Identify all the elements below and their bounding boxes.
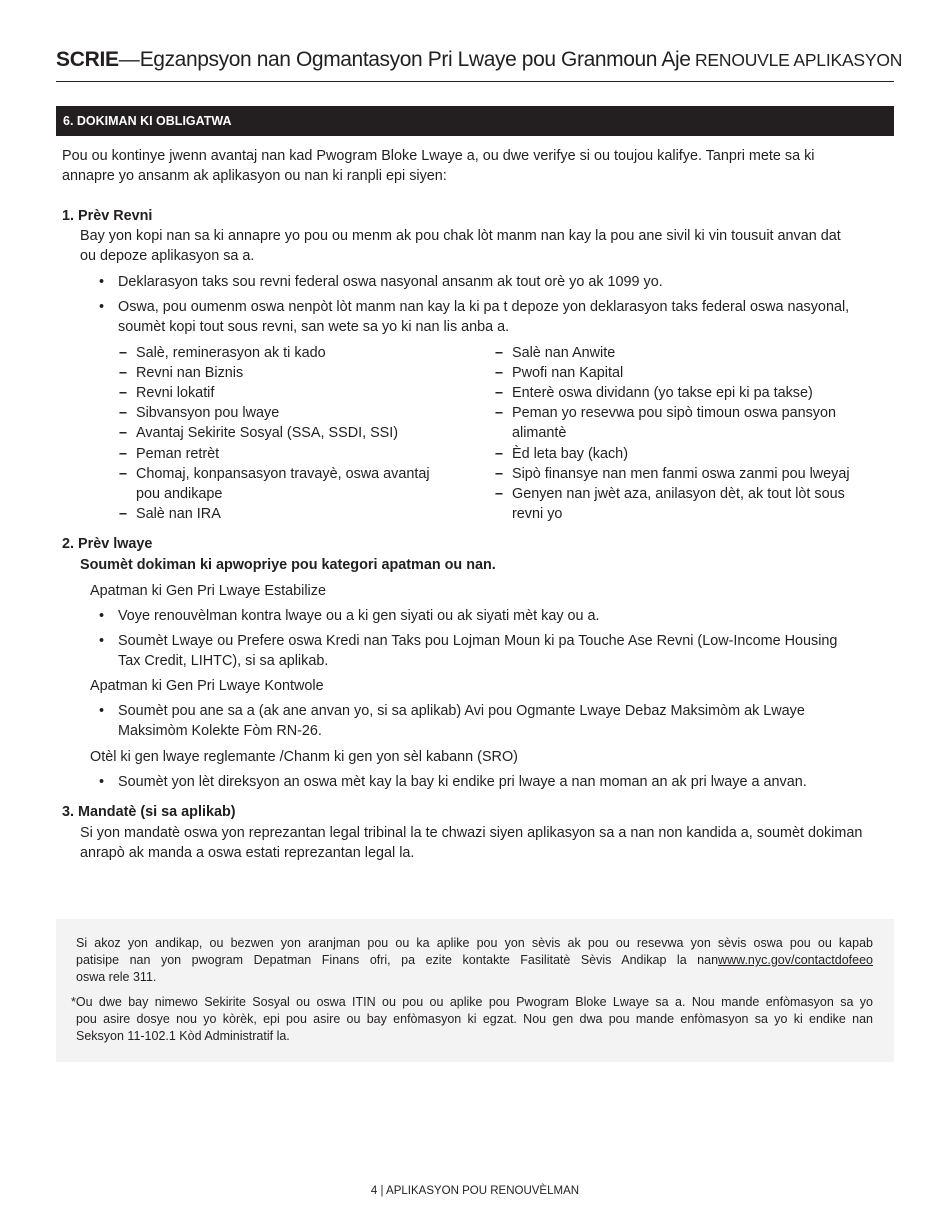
income-bullet-no-return: • Oswa, pou oumenm oswa nenpòt lòt manm nan kay la ki pa t depoze yon deklarasyon taks federal oswa nasyonal, bbox=[118, 297, 849, 317]
income-source-item: – Chomaj, konpansasyon travayè, oswa avantaj bbox=[136, 464, 430, 484]
sro-bullet-letter: • Soumèt yon lèt direksyon an oswa mèt kay la bay ki endike pri lwaye a nan moman an ak pri lwaye a anvan. bbox=[118, 772, 807, 792]
income-source-item: – Revni lokatif bbox=[136, 383, 214, 403]
income-source-item: – Sibvansyon pou lwaye bbox=[136, 403, 279, 423]
intro-line-2: annapre yo ansanm ak aplikasyon ou nan ki ranpli epi siyen: bbox=[62, 168, 447, 184]
stabilized-bullet-lihtc: • Soumèt Lwaye ou Prefere oswa Kredi nan Taks pou Lojman Moun ki pa Touche Ase Revni (Low-Income Housing bbox=[118, 631, 837, 651]
income-desc-line-2: ou depoze aplikasyon sa a. bbox=[80, 248, 255, 264]
page-footer: 4 | APLIKASYON POU RENOUVÈLMAN bbox=[370, 1185, 580, 1197]
notes-box bbox=[56, 919, 894, 1062]
accessibility-note bbox=[76, 935, 873, 986]
mandate-desc-line-2: anrapò ak manda a oswa estati reprezantan legal la. bbox=[80, 845, 415, 861]
income-source-item-continued: alimantè bbox=[512, 425, 567, 441]
controlled-bullet-rn26-line-2: Maksimòm Kolekte Fòm RN-26. bbox=[118, 723, 322, 739]
income-bullet-no-return-line-2: soumèt kopi tout sous revni, san wete sa yo ki nan lis anba a. bbox=[118, 319, 510, 335]
program-acronym: SCRIE bbox=[56, 48, 119, 71]
income-source-item: – Enterè oswa dividann (yo takse epi ki pa takse) bbox=[512, 383, 813, 403]
accessibility-note-line-1: Si akoz yon andikap, ou bezwen yon aranjman pou ou ka aplike pou yon sèvis ak pou ou resevwa yon sèvis oswa pou ou kapab bbox=[76, 936, 873, 950]
intro-line-1: Pou ou kontinye jwenn avantaj nan kad Pwogram Bloke Lwaye a, ou dwe verifye si ou toujou kalifye. Tanpri mete sa ki bbox=[62, 148, 815, 164]
income-source-item: – Avantaj Sekirite Sosyal (SSA, SSDI, SSI) bbox=[136, 423, 398, 443]
controlled-bullet-rn26: • Soumèt pou ane sa a (ak ane anvan yo, si sa aplikab) Avi pou Ogmante Lwaye Debaz Maksimòm ak Lwaye bbox=[118, 701, 805, 721]
controlled-title: Apatman ki Gen Pri Lwaye Kontwole bbox=[90, 678, 324, 694]
mandate-heading: 3. Mandatè (si sa aplikab) bbox=[62, 804, 236, 820]
ssn-note-line-1: *Ou dwe bay nimewo Sekirite Sosyal ou oswa ITIN ou pou ou aplike pou Pwogram Bloke Lwaye sa a. Nou mande enfòmasyon sa yo bbox=[71, 995, 873, 1009]
income-source-item: – Genyen nan jwèt aza, anilasyon dèt, ak tout lòt sous bbox=[512, 484, 845, 504]
accessibility-note-line-2 bbox=[76, 952, 873, 969]
sro-title: Otèl ki gen lwaye reglemante /Chanm ki gen yon sèl kabann (SRO) bbox=[90, 749, 518, 765]
accessibility-note-line-2-text: patisipe nan yon pwogram Depatman Finans ofri, pa ezite kontakte Fasilitatè Sèvis Andikap la nan bbox=[76, 953, 719, 967]
income-source-item-continued: revni yo bbox=[512, 506, 563, 522]
accessibility-note-line-3: oswa rele 311. bbox=[76, 970, 157, 984]
stabilized-bullet-lihtc-line-2: Tax Credit, LIHTC), si sa aplikab. bbox=[118, 653, 329, 669]
ssn-note bbox=[71, 994, 873, 1045]
contact-link[interactable]: www.nyc.gov/contactdofeeo bbox=[718, 953, 873, 967]
page-header bbox=[56, 48, 903, 82]
income-source-item: – Èd leta bay (kach) bbox=[512, 444, 628, 464]
page-subtitle: RENOUVLE APLIKASYON bbox=[694, 50, 903, 70]
rent-heading: 2. Prèv lwaye bbox=[62, 536, 153, 552]
income-source-item: – Salè, reminerasyon ak ti kado bbox=[136, 343, 326, 363]
income-bullet-tax-return: • Deklarasyon taks sou revni federal oswa nasyonal ansanm ak tout orè yo ak 1099 yo. bbox=[118, 272, 663, 292]
stabilized-bullet-lease: • Voye renouvèlman kontra lwaye ou a ki gen siyati ou ak siyati mèt kay ou a. bbox=[118, 606, 600, 626]
income-source-item: – Peman retrèt bbox=[136, 444, 219, 464]
income-desc-line-1: Bay yon kopi nan sa ki annapre yo pou ou menm ak pou chak lòt manm nan kay la pou ane sivil ki vin tousuit anvan dat bbox=[80, 228, 841, 244]
ssn-note-line-3: Seksyon 11-102.1 Kòd Administratif la. bbox=[76, 1029, 290, 1043]
rent-subheading: Soumèt dokiman ki apwopriye pou kategori apatman ou nan. bbox=[80, 557, 496, 573]
income-source-item: – Pwofi nan Kapital bbox=[512, 363, 623, 383]
income-source-item: – Revni nan Biznis bbox=[136, 363, 243, 383]
page-title: Egzanpsyon nan Ogmantasyon Pri Lwaye pou Granmoun Aje bbox=[139, 48, 691, 71]
section-title-bar: 6. DOKIMAN KI OBLIGATWA bbox=[56, 106, 894, 136]
stabilized-title: Apatman ki Gen Pri Lwaye Estabilize bbox=[90, 583, 326, 599]
title-dash: — bbox=[118, 48, 140, 71]
mandate-desc-line-1: Si yon mandatè oswa yon reprezantan legal tribinal la te chwazi siyen aplikasyon sa a nan non kandida a, soumèt dokiman bbox=[80, 825, 863, 841]
income-source-item: – Peman yo resevwa pou sipò timoun oswa pansyon bbox=[512, 403, 836, 423]
ssn-note-line-2: pou asire dosye nou yo kòrèk, epi pou asire ou bay enfòmasyon ki egzat. Nou gen dwa pou mande enfòmasyon sa yo ki endike nan bbox=[76, 1012, 873, 1026]
income-source-item: – Sipò finansye nan men fanmi oswa zanmi pou lweyaj bbox=[512, 464, 850, 484]
income-heading: 1. Prèv Revni bbox=[62, 208, 153, 224]
income-source-item: – Salè nan Anwite bbox=[512, 343, 615, 363]
income-source-item-continued: pou andikape bbox=[136, 486, 223, 502]
income-source-item: – Salè nan IRA bbox=[136, 504, 221, 524]
